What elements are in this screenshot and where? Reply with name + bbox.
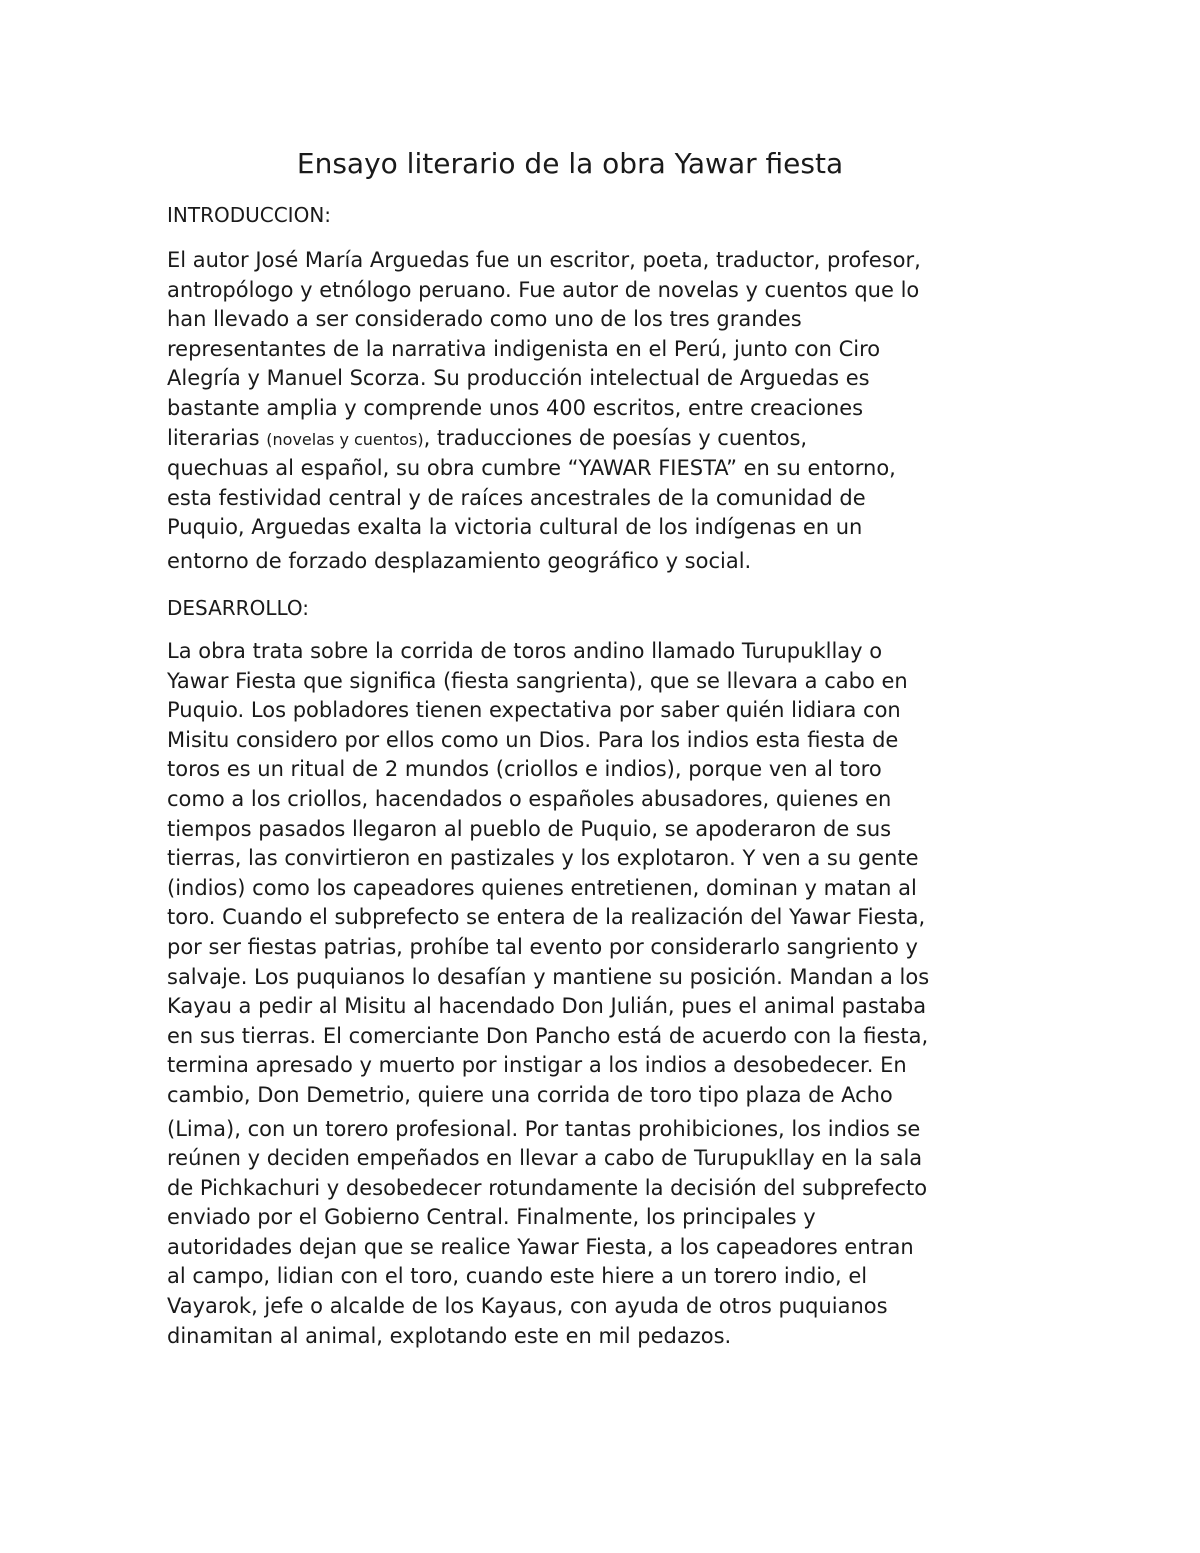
development-heading: DESARROLLO:: [167, 596, 310, 620]
paragraph-line: termina apresado y muerto por instigar a los indios a desobedecer. En: [167, 1053, 907, 1078]
paragraph-line: Misitu considero por ellos como un Dios. Para los indios esta fiesta de: [167, 727, 899, 752]
paragraph-line: en sus tierras. El comerciante Don Pancho está de acuerdo con la fiesta,: [167, 1023, 929, 1048]
paragraph-line: cambio, Don Demetrio, quiere una corrida de toro tipo plaza de Acho: [167, 1082, 893, 1107]
paragraph-line: entorno de forzado desplazamiento geográfico y social.: [167, 548, 752, 573]
line-text: literarias: [167, 425, 267, 450]
paragraph-line: toro. Cuando el subprefecto se entera de la realización del Yawar Fiesta,: [167, 905, 926, 930]
paragraph-line: representantes de la narrativa indigenista en el Perú, junto con Ciro: [167, 336, 881, 361]
parenthetical-small-text: (novelas y cuentos): [266, 429, 424, 449]
paragraph-line: autoridades dejan que se realice Yawar Fiesta, a los capeadores entran: [167, 1234, 914, 1259]
paragraph-line: tierras, las convirtieron en pastizales y los explotaron. Y ven a su gente: [167, 846, 919, 871]
paragraph-line: Alegría y Manuel Scorza. Su producción intelectual de Arguedas es: [167, 366, 870, 391]
document-title: Ensayo literario de la obra Yawar fiesta: [296, 147, 844, 180]
development-paragraph: [167, 637, 1047, 1351]
paragraph-line: al campo, lidian con el toro, cuando este hiere a un torero indio, el: [167, 1264, 868, 1289]
paragraph-line: antropólogo y etnólogo peruano. Fue autor de novelas y cuentos que lo: [167, 277, 920, 302]
paragraph-line: toros es un ritual de 2 mundos (criollos e indios), porque ven al toro: [167, 757, 882, 782]
introduction-heading: INTRODUCCION:: [167, 203, 332, 227]
paragraph-line: como a los criollos, hacendados o españoles abusadores, quienes en: [167, 786, 892, 811]
paragraph-line: tiempos pasados llegaron al pueblo de Puquio, se apoderaron de sus: [167, 816, 892, 841]
paragraph-line: Vayarok, jefe o alcalde de los Kayaus, con ayuda de otros puquianos: [167, 1294, 888, 1319]
paragraph-line: [167, 424, 1047, 455]
line-text: , traducciones de poesías y cuentos,: [423, 425, 808, 450]
paragraph-line: El autor José María Arguedas fue un escritor, poeta, traductor, profesor,: [167, 248, 921, 272]
paragraph-line: reúnen y deciden empeñados en llevar a cabo de Turupukllay en la sala: [167, 1146, 923, 1171]
paragraph-line: Kayau a pedir al Misitu al hacendado Don Julián, pues el animal pastaba: [167, 994, 927, 1019]
introduction-paragraph: [167, 246, 1047, 577]
paragraph-line: quechuas al español, su obra cumbre “YAWAR FIESTA” en su entorno,: [167, 456, 896, 481]
paragraph-line: (indios) como los capeadores quienes entretienen, dominan y matan al: [167, 875, 917, 900]
paragraph-line: Puquio, Arguedas exalta la victoria cultural de los indígenas en un: [167, 515, 863, 540]
paragraph-line: esta festividad central y de raíces ancestrales de la comunidad de: [167, 485, 866, 510]
paragraph-line: dinamitan al animal, explotando este en mil pedazos.: [167, 1323, 732, 1348]
paragraph-line: salvaje. Los puquianos lo desafían y mantiene su posición. Mandan a los: [167, 964, 930, 989]
paragraph-line: La obra trata sobre la corrida de toros andino llamado Turupukllay o: [167, 639, 883, 663]
paragraph-line: de Pichkachuri y desobedecer rotundamente la decisión del subprefecto: [167, 1175, 928, 1200]
paragraph-line: Yawar Fiesta que significa (fiesta sangrienta), que se llevara a cabo en: [167, 668, 908, 693]
paragraph-line: por ser fiestas patrias, prohíbe tal evento por considerarlo sangriento y: [167, 934, 918, 959]
paragraph-line: bastante amplia y comprende unos 400 escritos, entre creaciones: [167, 395, 864, 420]
paragraph-line: enviado por el Gobierno Central. Finalmente, los principales y: [167, 1205, 816, 1230]
paragraph-line: (Lima), con un torero profesional. Por tantas prohibiciones, los indios se: [167, 1116, 921, 1141]
paragraph-line: han llevado a ser considerado como uno de los tres grandes: [167, 307, 802, 332]
paragraph-line: Puquio. Los pobladores tienen expectativa por saber quién lidiara con: [167, 698, 901, 723]
